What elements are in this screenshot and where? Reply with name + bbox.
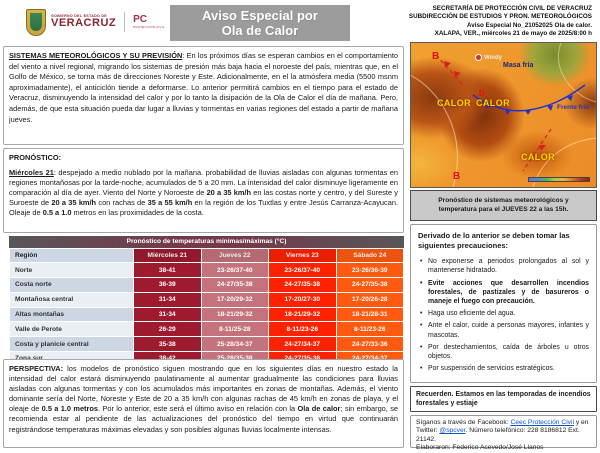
pronostico-seg5: metros en las proximidades de la costa. [71, 208, 204, 217]
temp-value-cell: 17-20/29-32 [202, 293, 269, 307]
temp-value-cell: 25-28/34-37 [202, 337, 269, 351]
calor-label-south: CALOR [521, 152, 555, 162]
issuer-line-aviso-number: Aviso Especial No_21052025 Ola de calor. [466, 21, 592, 29]
region-cell: Costa norte [10, 278, 133, 292]
pronostico-seg4: en la región de los Tuxtlas y entre Jesús Carranza-Acayucan. Oleaje de [9, 198, 398, 217]
table-row [10, 322, 403, 336]
precaution-item: • Por destechamientos, caída de árboles u otros objetos. [428, 343, 589, 361]
precaution-item: • Ante el calor, cuide a personas mayores, infantes y mascotas. [428, 321, 589, 339]
temp-value-cell: 24-27/35-38 [337, 278, 404, 292]
day-header-jueves: Jueves 22 [202, 249, 269, 263]
temp-value-cell: 36-39 [134, 278, 201, 292]
temp-value-cell: 17-20/27-30 [269, 293, 336, 307]
day-header-miercoles: Miércoles 21 [134, 249, 201, 263]
frente-frio-label: Frente frío [557, 104, 590, 111]
veracruz-logo-text [51, 14, 116, 30]
temp-value-cell: 26-29 [134, 322, 201, 336]
temp-value-cell: 18-21/29-32 [202, 308, 269, 322]
pronostico-section [3, 148, 404, 233]
sistemas-heading: SISTEMAS METEOROLÓGICOS Y SU PREVISIÓN [9, 51, 183, 60]
temp-value-cell: 35-38 [134, 337, 201, 351]
region-cell: Norte [10, 263, 133, 277]
temp-value-cell: 17-20/26-28 [337, 293, 404, 307]
table-row [10, 293, 403, 307]
low-pressure-label: D [479, 89, 485, 98]
sistemas-section [3, 46, 404, 145]
footer-authors: Elaboraron: Federico Acevedo/José Llanos [416, 444, 544, 451]
twitter-link[interactable]: @spcver [439, 427, 466, 434]
perspectiva-seg2: . Por lo anterior, este será el último aviso en relación con la [98, 404, 298, 414]
windy-logo-icon [475, 54, 482, 61]
logo-veracruz-label: VERACRUZ [51, 17, 117, 30]
perspectiva-section [3, 359, 404, 448]
facebook-link[interactable]: Ceec Protección Civil [510, 418, 574, 426]
issuer-line-secretaria: SECRETARÍA DE PROTECCIÓN CIVIL DE VERACRUZ [432, 5, 592, 12]
pronostico-paragraph [9, 168, 398, 218]
precautions-list [418, 257, 589, 373]
precaution-item: • Por suspensión de servicios estratégicos. [428, 364, 589, 373]
pronostico-heading: PRONÓSTICO: [9, 153, 62, 162]
table-row [10, 278, 403, 292]
temp-value-cell: 31-34 [134, 308, 201, 322]
footer-seg2: y en Twitter: [416, 418, 589, 434]
windy-logo-text: Windy [484, 54, 502, 61]
calor-label-center: CALOR [476, 98, 510, 108]
map-caption: Pronóstico de sistemas meteorológicos y temperatura para el JUEVES 22 a las 15h. [410, 190, 597, 221]
issuer-info [409, 5, 592, 39]
pronostico-wind2: 20 a 35 km/h [51, 198, 97, 207]
precaution-item: • No exponerse a periodos prolongados al sol y mantenerse hidratado. [428, 257, 589, 275]
day-header-sabado: Sábado 24 [337, 249, 404, 263]
temp-value-cell: 24-27/33-36 [337, 337, 404, 351]
perspectiva-seg1: los modelos de pronóstico siguen mostrando que en los siguientes días en nuestro estado la intensidad del calor estará disminuyendo paulatinamente al aumentar gradualmente las condiciones para lluvias aisladas con algunas tormentas y con los acumulados más importantes en zonas de montañas. Además, el viento dominante sería del Norte, Noreste y Este de 20 a 35 km/h con algunas rachas de 45 km/h en zonas de playa, y el oleaje de [9, 364, 398, 414]
logo-divider [124, 12, 125, 32]
pc-logo-label: PC [133, 14, 148, 25]
precautions-heading: Derivado de lo anterior se deben tomar las siguientes precauciones: [418, 231, 570, 250]
temp-value-cell: 18-21/29-32 [269, 308, 336, 322]
perspectiva-heading: PERSPECTIVA: [9, 364, 64, 373]
precautions-section [410, 224, 597, 383]
pronostico-seg2: en las costas norte y centro, y del Sureste y Suroeste de [9, 188, 398, 207]
region-cell: Altas montañas [10, 308, 133, 322]
perspectiva-seg3: ; sin embargo, se recomienda estar al pendiente de las actualizaciones del pronóstico del tiempo en virtud que continuarán registrándose temperaturas máximas elevadas y son posibles algunas lluvias localmente intensas. [9, 404, 398, 434]
temp-value-cell: 38-41 [134, 263, 201, 277]
temp-value-cell: 24-27/34-37 [269, 337, 336, 351]
day-header-viernes: Viernes 23 [269, 249, 336, 263]
advisory-title-line1: Aviso Especial por [202, 8, 318, 23]
pronostico-gusts: 35 a 55 km/h [147, 198, 193, 207]
gov-logo [26, 6, 165, 38]
sistemas-body: : En los próximos días se esperan cambios en el comportamiento del viento a nivel regional, migrando los sistemas de presión más baja hacia el noroeste del país, mientras que, en el Golfo de México, se torna más de direcciones Noreste y Este. Adicionalmente, en el la atmósfera media (5500 msnm aproximadamente), el anticiclón tiende a deformarse. Lo anterior permitirá cambios en el tiempo para el estado de Veracruz, disminuyendo la intensidad del calor y por lo tanto la disipación de la Ola de Calor el día de mañana. Pero, además, de que esta situación pueda dar lugar a lluvias y tormentas en varias regiones del estado a partir de mañana jueves. [9, 51, 398, 124]
temp-value-cell: 24-27/35-38 [269, 278, 336, 292]
table-row [10, 337, 403, 351]
issuer-line-subdireccion: SUBDIRECCIÓN DE ESTUDIOS Y PRON. METEOROLÓGICOS [408, 13, 592, 21]
pronostico-seg3: con rachas de [96, 198, 148, 207]
temperature-table-title: Pronóstico de temperaturas mínimas/máximas (°C) [9, 236, 404, 248]
pc-logo-subtext: PROTECCIÓN CIVIL [133, 25, 165, 29]
advisory-title-banner [170, 5, 350, 41]
pronostico-seg1: : despejado a medio nublado por la mañana. probabilidad de lluvias aisladas con algunas tormentas en regiones montañosas por la tarde-noche, acumulados de 5 a 20 mm. La intensidad del calor disminuye ligeramente en comparación al día de ayer. Viento del Norte y Noroeste de [9, 168, 399, 197]
seasonal-reminder: Recuerden. Estamos en las temporadas de incendios forestales y estiaje [410, 386, 597, 412]
temperature-table [9, 236, 404, 367]
pronostico-waves: 0.5 a 1.0 [42, 208, 72, 217]
temp-value-cell: 18-21/28-31 [337, 308, 404, 322]
region-cell: Valle de Perote [10, 322, 133, 336]
precaution-item: • Haga uso eficiente del agua. [428, 309, 589, 318]
windy-watermark [475, 54, 502, 61]
table-row [10, 308, 403, 322]
temp-value-cell: 8-11/23-26 [337, 322, 404, 336]
footer-seg3: . Número telefónico: 228 8186812 Ext. 21142. [416, 427, 580, 443]
table-header-row [10, 249, 403, 263]
table-row [10, 263, 403, 277]
precaution-item: • Evite acciones que desarrollen incendios forestales, de pastizales y de basureros o maneje el fuego con precaución. [428, 279, 589, 307]
perspectiva-ola-de-calor: Ola de calor [297, 404, 341, 414]
perspectiva-waves: 0.5 a 1.0 metros [41, 404, 99, 414]
advisory-title-line2: Ola de Calor [221, 23, 299, 38]
region-cell: Costa y planicie central [10, 337, 133, 351]
temp-value-cell: 8-11/23-26 [269, 322, 336, 336]
footer-seg1: Síganos a través de Facebook: [416, 418, 511, 426]
masa-fria-label: Masa fría [503, 62, 534, 69]
temp-value-cell: 8-11/25-28 [202, 322, 269, 336]
pronostico-wind1: 20 a 35 km/h [206, 188, 251, 197]
temperature-scale-bar [528, 177, 590, 182]
logo-gobierno-label: GOBIERNO DEL ESTADO DE [51, 14, 107, 19]
veracruz-coat-of-arms-icon [26, 9, 46, 36]
temp-value-cell: 23-26/36-39 [337, 263, 404, 277]
pc-logo [133, 15, 165, 29]
temp-value-cell: 24-27/35-38 [202, 278, 269, 292]
temp-table-body [10, 263, 403, 365]
region-cell: Montañosa central [10, 293, 133, 307]
temp-value-cell: 31-34 [134, 293, 201, 307]
weather-map [410, 42, 597, 188]
pronostico-day-label: Miércoles 21 [9, 168, 54, 177]
region-column-header: Región [10, 249, 133, 263]
temperature-table-grid [9, 248, 404, 367]
temp-value-cell: 23-26/37-40 [202, 263, 269, 277]
calor-label-west: CALOR [437, 98, 471, 108]
contact-footer [410, 415, 597, 451]
temp-value-cell: 23-26/37-40 [269, 263, 336, 277]
issuer-line-date: XALAPA, VER., miércoles 21 de mayo de 2025/8:00 h [434, 30, 592, 38]
high-pressure-label-bottom: B [453, 171, 461, 182]
high-pressure-label-top: B [432, 51, 440, 62]
